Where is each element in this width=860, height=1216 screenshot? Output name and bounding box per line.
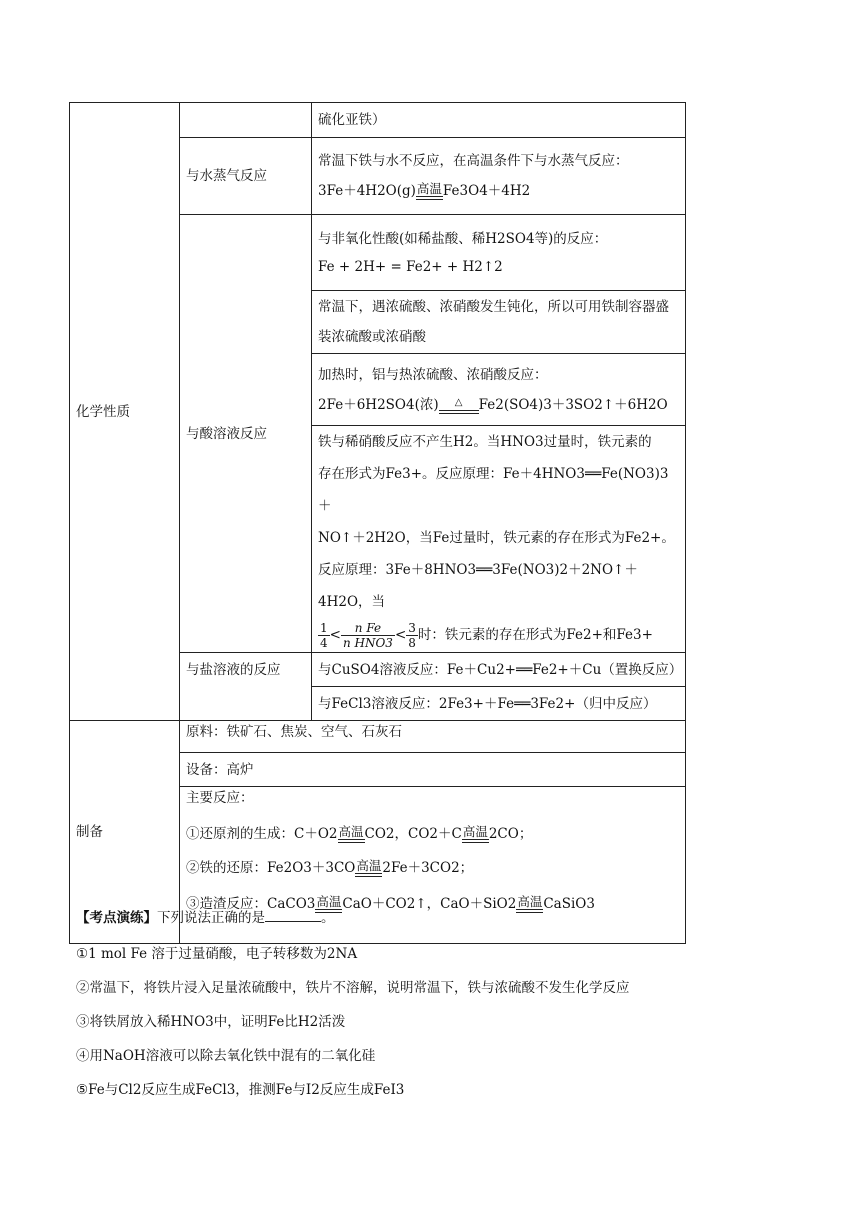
high-temp-condition: 高温 — [462, 826, 489, 843]
passivation-cell — [312, 291, 686, 354]
dilute-line-4: 反应原理：3Fe＋8HNO3══3Fe(NO3)2＋2NO↑＋4H2O，当 — [318, 562, 638, 610]
equipment-text: 设备：高炉 — [186, 761, 254, 778]
fecl3-text: 与FeCl3溶液反应：2Fe3+＋Fe══3Fe2+（归中反应） — [318, 695, 657, 712]
dilute-nitric-cell — [312, 426, 686, 653]
prep-label: 制备 — [76, 824, 103, 840]
exercise-item-5: ⑤Fe与Cl2反应生成FeCl3，推测Fe与I2反应生成FeI3 — [76, 1082, 405, 1098]
exercise-item-1: ①1 mol Fe 溶于过量硝酸，电子转移数为2NA — [76, 946, 358, 962]
nonox-acid-cell — [312, 215, 686, 291]
fraction-n-ratio: $\frac{\text{n Fe}}{\text{n HNO3}}$ — [342, 621, 393, 650]
reaction-1: ①还原剂的生成：C＋O2 高温 CO2，CO2＋C 高温 2CO； — [186, 824, 533, 842]
salt-label-cell — [180, 653, 312, 721]
exercise-item-3: ③将铁屑放入稀HNO3中，证明Fe比H2活泼 — [76, 1014, 346, 1030]
exercise-item-4: ④用NaOH溶液可以除去氧化铁中混有的二氧化硅 — [76, 1048, 376, 1064]
cuso4-cell — [312, 653, 686, 687]
water-reaction-cell — [312, 138, 686, 215]
hot-acid-equation: 2Fe＋6H2SO4(浓) △ Fe2(SO4)3＋3SO2↑＋6H2O — [318, 396, 668, 413]
reaction-3: ③造渣反应：CaCO3 高温 CaO＋CO2↑，CaO＋SiO2 高温 CaSiO3 — [186, 894, 595, 912]
high-temp-condition: 高温 — [355, 860, 382, 877]
acid-label-cell — [180, 215, 312, 653]
hot-acid-cell — [312, 354, 686, 426]
dilute-line-1: 铁与稀硝酸反应不产生H2。当HNO3过量时，铁元素的 — [318, 434, 652, 450]
sulfur-tail-cell — [312, 103, 686, 138]
exercise-prompt: 【考点演练】下列说法正确的是 。 — [76, 907, 776, 929]
acid-label: 与酸溶液反应 — [186, 425, 267, 442]
heat-condition: △ — [439, 397, 479, 414]
exercise-section — [76, 907, 776, 1098]
water-eq-right: Fe3O4＋4H2 — [442, 183, 531, 199]
fraction-three-eighths: $\frac{3}{8}$ — [408, 621, 416, 650]
high-temp-condition: 高温 — [338, 826, 365, 843]
water-label: 与水蒸气反应 — [186, 168, 267, 184]
answer-blank — [265, 907, 321, 922]
main-reactions-title: 主要反应： — [186, 790, 254, 806]
nonox-desc: 与非氧化性酸(如稀盐酸、稀H2SO4等)的反应： — [318, 230, 608, 247]
materials-text: 原料：铁矿石、焦炭、空气、石灰石 — [186, 724, 402, 740]
empty-cell — [180, 103, 312, 138]
water-eq-left: 3Fe＋4H2O(g) — [318, 183, 416, 199]
nonox-equation: Fe + 2H+ = Fe2+ + H2↑2 — [318, 258, 503, 275]
exercise-item-2: ②常温下，将铁片浸入足量浓硫酸中，铁片不溶解，说明常温下，铁与浓硫酸不发生化学反应 — [76, 980, 630, 996]
passivation-text: 常温下，遇浓硫酸、浓硝酸发生钝化，所以可用铁制容器盛装浓硫酸或浓硝酸 — [318, 299, 669, 345]
water-equation — [318, 180, 679, 202]
chem-props-label-cell — [70, 103, 180, 721]
reaction-2: ②铁的还原：Fe2O3＋3CO 高温 2Fe＋3CO2； — [186, 858, 474, 876]
dilute-line-3: NO↑＋2H2O，当Fe过量时，铁元素的存在形式为Fe2+。 — [318, 530, 675, 546]
water-label-cell — [180, 138, 312, 215]
high-temp-condition: 高温 — [516, 896, 543, 913]
exercise-tag: 【考点演练】 — [76, 910, 157, 926]
cuso4-text: 与CuSO4溶液反应：Fe＋Cu2+══Fe2+＋Cu（置换反应） — [318, 661, 683, 678]
fecl3-cell — [312, 687, 686, 721]
sulfur-tail-text: 硫化亚铁） — [318, 112, 386, 128]
equipment-cell — [180, 753, 686, 787]
salt-label: 与盐溶液的反应 — [186, 662, 281, 678]
fraction-one-quarter: $\frac{1}{4}$ — [320, 621, 328, 650]
iron-properties-table — [69, 102, 686, 944]
chem-props-label: 化学性质 — [76, 403, 130, 420]
dilute-line-5: $\frac{1}{4}$ < $\frac{\text{n Fe}}{\text{n HNO3}}$ < $\frac{3}{8}$ 时：铁元素的存在形式为Fe2+和Fe3+ — [320, 621, 653, 650]
materials-cell — [180, 721, 686, 753]
dilute-line-2: 存在形式为Fe3+。反应原理：Fe＋4HNO3══Fe(NO3)3＋ — [318, 466, 669, 514]
high-temp-condition: 高温 — [315, 896, 342, 913]
water-desc: 常温下铁与水不反应，在高温条件下与水蒸气反应： — [318, 153, 629, 169]
high-temp-condition: 高温 — [416, 183, 443, 200]
hot-acid-desc: 加热时，铝与热浓硫酸、浓硝酸反应： — [318, 366, 548, 383]
